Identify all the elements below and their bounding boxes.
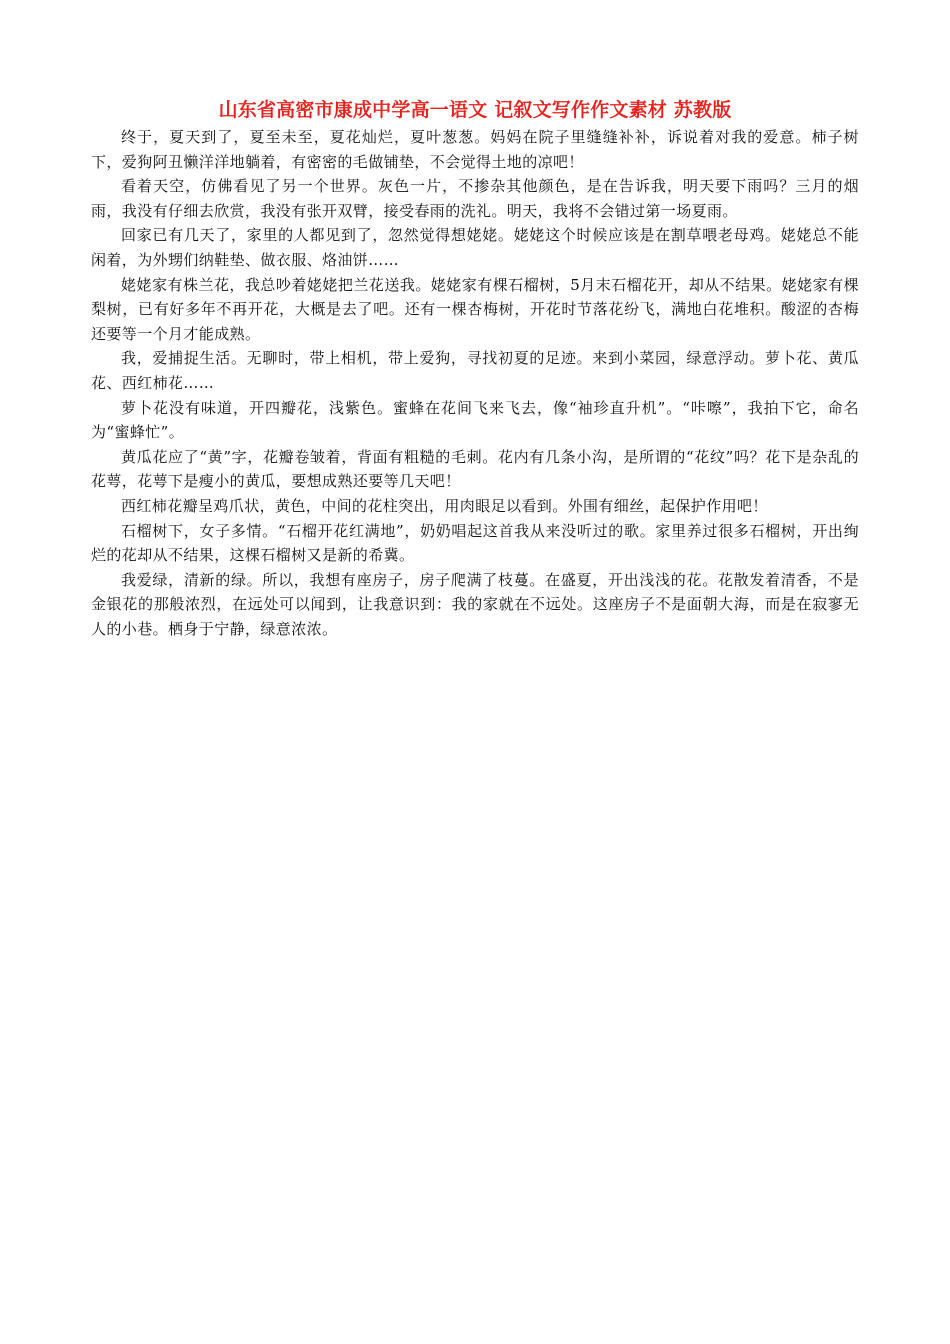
paragraph-3: 回家已有几天了，家里的人都见到了，忽然觉得想姥姥。姥姥这个时候应该是在割草喂老母鸡。姥姥总不能闲着，为外甥们纳鞋垫、做衣服、烙油饼……: [91, 226, 859, 269]
paragraph-9: 石榴树下，女子多情。“石榴开花红满地”，奶奶唱起这首我从来没听过的歌。家里养过很多石榴树，开出绚烂的花却从不结果，这棵石榴树又是新的希冀。: [91, 521, 859, 565]
paragraph-2: 看着天空，仿佛看见了另一个世界。灰色一片，不掺杂其他颜色，是在告诉我，明天要下雨吗？三月的烟雨，我没有仔细去欣赏，我没有张开双臂，接受春雨的洗礼。明天，我将不会错过第一场夏雨。: [91, 177, 859, 220]
paragraph-6: 萝卜花没有味道，开四瓣花，浅紫色。蜜蜂在花间飞来飞去，像“袖珍直升机”。“咔嚓”，我拍下它，命名为“蜜蜂忙”。: [91, 398, 859, 442]
document-page: [91, 98, 859, 641]
document-title: 山东省高密市康成中学高一语文 记叙文写作作文素材 苏教版: [218, 99, 732, 121]
paragraph-4: 姥姥家有株兰花，我总吵着姥姥把兰花送我。姥姥家有棵石榴树，5月末石榴花开，却从不结果。姥姥家有棵梨树，已有好多年不再开花，大概是去了吧。还有一棵杏梅树，开花时节落花纷飞，满地白花堆积。酸涩的杏梅还要等一个月才能成熟。: [91, 275, 859, 343]
paragraph-10: 我爱绿，清新的绿。所以，我想有座房子，房子爬满了枝蔓。在盛夏，开出浅浅的花。花散发着清香，不是金银花的那般浓烈，在远处可以闻到，让我意识到：我的家就在不远处。这座房子不是面朝大海，而是在寂寥无人的小巷。栖身于宁静，绿意浓浓。: [91, 570, 859, 638]
paragraph-1: 终于，夏天到了，夏至未至，夏花灿烂，夏叶葱葱。妈妈在院子里缝缝补补，诉说着对我的爱意。柿子树下，爱狗阿丑懒洋洋地躺着，有密密的毛做铺垫，不会觉得土地的凉吧！: [91, 128, 859, 171]
paragraph-5: 我，爱捕捉生活。无聊时，带上相机，带上爱狗，寻找初夏的足迹。来到小菜园，绿意浮动。萝卜花、黄瓜花、西红柿花……: [91, 349, 859, 392]
paragraph-8: 西红柿花瓣呈鸡爪状，黄色，中间的花柱突出，用肉眼足以看到。外围有细丝，起保护作用吧！: [121, 496, 768, 515]
paragraph-7: 黄瓜花应了“黄”字，花瓣卷皱着，背面有粗糙的毛刺。花内有几条小沟，是所谓的“花纹”吗？花下是杂乱的花萼，花萼下是瘦小的黄瓜，要想成熟还要等几天吧！: [91, 447, 859, 491]
